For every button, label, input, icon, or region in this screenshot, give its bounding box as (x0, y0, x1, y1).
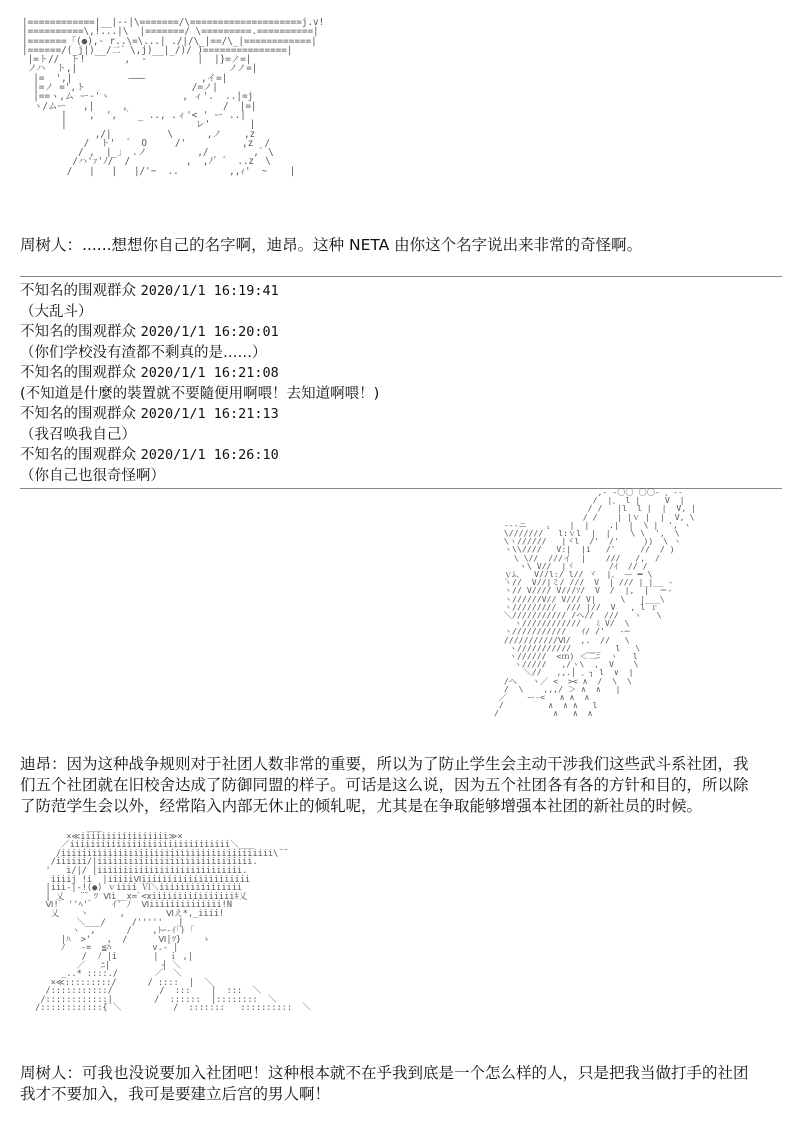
comment-time: 2020/1/1 16:19:41 (140, 283, 279, 299)
comment-header (20, 322, 379, 343)
ascii-art-character-with-sword: ,- -〇〇 〇〇- 、-- / |、 l | V | / / |l l | | V, | / / | |ｖ | | V, \ ---ニ 〟 | | .| | \ | ', ヽ \/////// l:ｖl | | \ \ ', \ \ヽ////// |ヾl /' /' )) \ ヽ ヽ\\//// V:| |i /' // / ) \ \// ///イ | /// /, / ヽ\ V// |ヾ /ｲ // / ｙﾑ、 V//l:/ l// ヾ |、 ー ━ \ ヽ// V//|ミ/ /// V | /// |_|__ ‐ ヽ// V//// V///ｿ/ V / |, | ＝‐ ヽ//////V// V/// V| \ |___\ ヽ///////// /// |// V , l ｒ ＼/////////// /ヘ// /// ヽ \ ヽ//////////// ﾐ V/ \ ヽ/////////// ｲ/ /' ‐─ ///////////Ⅵ/ ,. // \ ヽ/////////// ___ l \ ヽ////// <ｍ) ＜二ﾆ ヽ l ヽ///// ,/ヽ\ , V \ ＼// ,,.│ 、┐ l ∨ | /ヘ ヽ／ < >< ∧ / \ \ / \ ,,,/ ＞ ∧ ∧ | ／ ー‐< ∧ ∧ ∧ / ∧ ∧ ∧ l / ∧ ∧ ∧ (494, 487, 697, 719)
comment-item (20, 404, 379, 445)
comment-time: 2020/1/1 16:21:13 (140, 406, 279, 422)
comment-time: 2020/1/1 16:20:01 (140, 324, 279, 340)
comment-user: 不知名的围观群众 (20, 447, 136, 463)
comment-text: （你自己也很奇怪啊） (20, 467, 165, 484)
comment-divider-top (20, 276, 782, 277)
dialogue-line: 迪昂：因为这种战争规则对于社团人数非常的重要，所以为了防止学生会主动干涉我们这些武斗系社团，我 (20, 755, 749, 773)
comment-header (20, 363, 379, 384)
dialogue-paragraph (20, 754, 790, 817)
comment-list (20, 281, 379, 486)
comment-user: 不知名的围观群众 (20, 406, 136, 422)
dialogue-line: 们五个社团就在旧校舍达成了防御同盟的样子。可话是这么说，因为五个社团各有各的方针和目的，所以除 (20, 776, 749, 794)
dialogue-line: 我才不要加入，我可是要建立后宫的男人啊！ (20, 1085, 331, 1103)
comment-item (20, 363, 379, 404)
comment-header (20, 445, 379, 466)
comment-text: （我召唤我自己） (20, 426, 136, 443)
dialogue-line: 周树人：......想想你自己的名字啊，迪昂。这种 NETA 由你这个名字说出来非常的奇怪啊。 (20, 236, 643, 254)
dialogue-line: 周树人：可我也没说要加入社团吧！这种根本就不在乎我到底是一个怎么样的人，只是把我当做打手的社团 (20, 1064, 749, 1082)
comment-item (20, 445, 379, 486)
comment-header (20, 281, 379, 302)
ascii-art-character-portrait: |============|__|--|\=======/\====================j.v! |==========\,!...|\ |=======/ \=========.==========| |=======「(●),- r..\=\...| ./|/\_|==/\_|============| |======/(_j|)__/二゛\,j)__|_/)/ )===============| |=ト// ト! , - | |}=ノ=| ノハ ト,| ノノ=| |= ',| ――― ,イ=| |=ノ =',ト /=ノ| |==ヽ,ム ー‐'ヽ , ィ'. ..|=j ヽ/ムー ,| , / |=| | , ', ｀ _ .., .ィ'< ' ー ..| | レ' | ,/| \ ,ノ ,z / ト' ゛ O /' ,z / / , |_」 .ノ ,/ ,゛\ /ハ'ｧ'ﾉ/ / , ,ﾉ゛゛ ..z \ / | | |/'~ .. ,,ｨ' ~ | (22, 17, 325, 177)
comment-user: 不知名的围观群众 (20, 324, 136, 340)
comment-header (20, 404, 379, 425)
comment-user: 不知名的围观群众 (20, 365, 136, 381)
ascii-art-character-angry: ___ ×≪iiiiiiiiiiiiiiiii≫× ／iiiiiiiiiiiiiiiiiiiiiiiiiiiiiii＼___ /iiiiiiiiiiiiiiiiiiiiiiiiiiiiiiiiiiiiiiiii\¨¨ /iiiiii/|iiiiiiiiiiiiiiiiiiiiiiiiiiiiii. ' i/|/ |iiiiiiiiiiiiiiiiiiiiiiiiiiii. iiiij !i |iiiiiⅥiiiiiiiiiiiiiiiiiiiii |iii-|-!(●) ｖiiii Ⅵ＼iiiiiiiiiiiiiiii | 乂 ¨゛ﾂ Ⅵi__x=ﾞ<xiiiiiiiiiiiiiiiiｷ乂 Ⅵ!ﾞ ''ﾍ'゛ ｲ' ﾉ Ⅵiiiiiiiiiiiiii!N 乂 ヽ , Ⅵえ*,_iiii! ＼___/ /''''' | ヽ , / ,ﾄｰ-ｲ｢) ｢ |ﾊ >' , / Ⅵ|ﾂ} ゝ ﾉ -= ≦ﾊ v.- | / ﾉ |i | ｉ ,| ／ ﾆ| ┤ ＼ _..* ::::./ ／ ＼ ×≪:::::::::/ / :::: | ＼ /:::::::::::/ / ::: | ::: ＼ /::::::::::::| / :::::: |:::::::: ＼ /::::::::::::{ ＼ / ::::::: :::::::::: ＼ (35, 823, 312, 1014)
comment-text: （你们学校没有渣都不剩真的是……） (20, 344, 267, 361)
comment-time: 2020/1/1 16:21:08 (140, 365, 279, 381)
dialogue-line: 了防范学生会以外，经常陷入内部无休止的倾轧呢，尤其是在争取能够增强本社团的新社员的时候。 (20, 797, 703, 815)
comment-user: 不知名的围观群众 (20, 283, 136, 299)
dialogue-paragraph (20, 1063, 790, 1105)
comment-time: 2020/1/1 16:26:10 (140, 447, 279, 463)
comment-text: (不知道是什麼的裝置就不要隨便用啊喂！去知道啊喂！) (20, 385, 380, 402)
comment-item (20, 281, 379, 322)
comment-item (20, 322, 379, 363)
comment-text: （大乱斗） (20, 303, 93, 320)
